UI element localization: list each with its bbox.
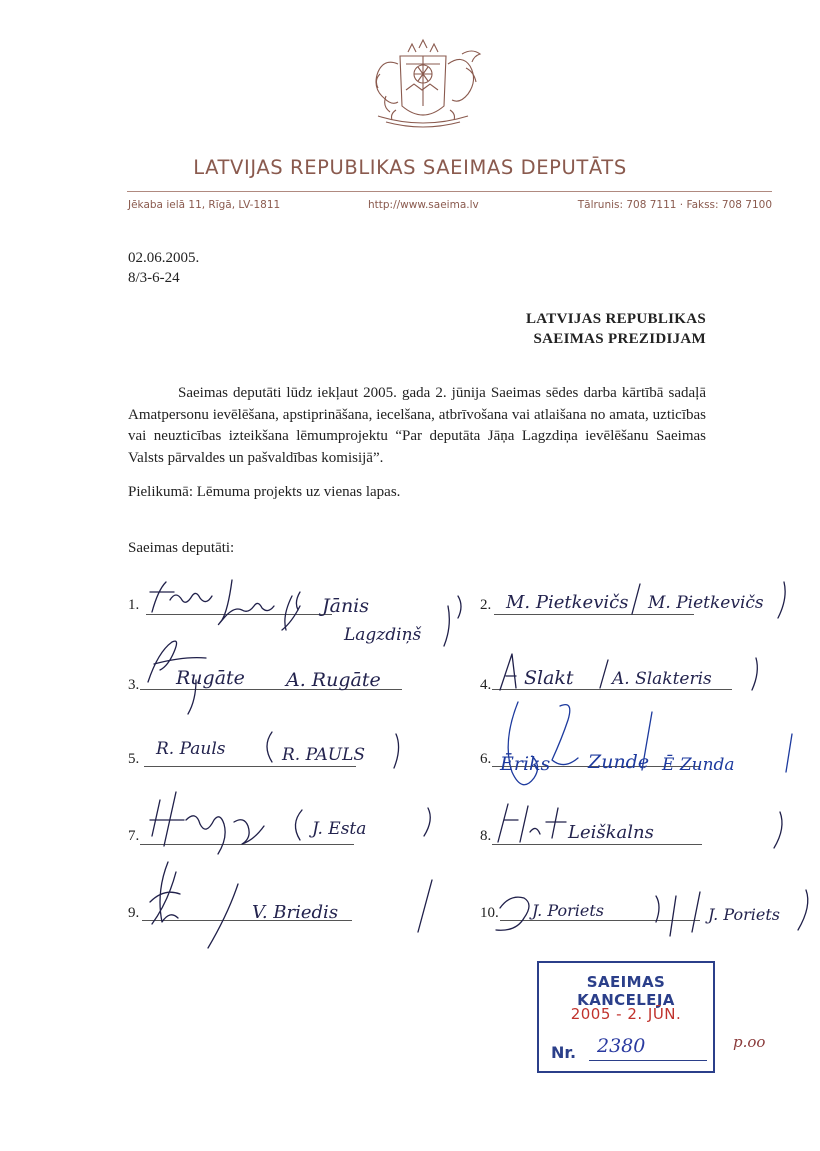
signature-number: 3. xyxy=(128,677,140,693)
svg-text:Lagzdiņš: Lagzdiņš xyxy=(344,625,422,645)
svg-text:A. Slakteris: A. Slakteris xyxy=(612,669,712,689)
letterhead-title: LATVIJAS REPUBLIKAS SAEIMAS DEPUTĀTS xyxy=(193,156,627,179)
signature-number: 2. xyxy=(480,597,492,613)
handwritten-signature xyxy=(150,862,432,948)
handwritten-signature xyxy=(155,732,399,768)
handwritten-signature xyxy=(148,641,381,714)
svg-text:A. Rugāte: A. Rugāte xyxy=(286,669,381,691)
svg-text:V. Briedis: V. Briedis xyxy=(252,902,339,923)
signature-number: 6. xyxy=(480,751,492,767)
svg-text:Leiškalns: Leiškalns xyxy=(568,822,654,843)
document-reference: 8/3-6-24 xyxy=(128,270,180,286)
attachment-note: Pielikumā: Lēmuma projekts uz vienas lapas. xyxy=(128,484,401,500)
stamp-date: 2005 - 2. JŪN. xyxy=(570,1005,682,1023)
signatories-heading: Saeimas deputāti: xyxy=(128,540,235,556)
handwritten-signature xyxy=(500,654,757,690)
handwritten-signature xyxy=(498,804,782,848)
signature-number: 9. xyxy=(128,905,140,921)
svg-text:R. PAULS: R. PAULS xyxy=(282,745,366,765)
handwritten-signature xyxy=(150,580,461,646)
svg-text:Ēriks: Ēriks xyxy=(500,753,551,775)
handwritten-signature xyxy=(496,890,808,936)
margin-note: p.oo xyxy=(733,1033,766,1051)
signature-number: 5. xyxy=(128,751,140,767)
svg-text:Slakt: Slakt xyxy=(524,667,574,689)
letterhead-phones: Tālrunis: 708 7111 · Fakss: 708 7100 xyxy=(577,199,772,211)
handwritten-signature xyxy=(499,702,792,785)
signature-number: 4. xyxy=(480,677,492,693)
svg-text:Ē Zunda: Ē Zunda xyxy=(662,755,735,775)
letterhead-website: http://www.saeima.lv xyxy=(368,199,479,211)
registry-stamp xyxy=(537,961,715,1073)
svg-text:M. Pietkevičs: M. Pietkevičs xyxy=(506,592,629,613)
signature-number: 1. xyxy=(128,597,140,613)
handwritten-signature xyxy=(150,792,430,854)
body-paragraph: Saeimas deputāti lūdz iekļaut 2005. gada 2. jūnija Saeimas sēdes darba kārtībā sadaļā Amatpersonu ievēlēšana, apstiprināšana, iecelšana, atbrīvošana vai atlaišana no amata, uzticības vai neuzticības izteikšana lēmumprojektu “Par deputāta Jāņa Lagzdiņa ievēlēšanu Saeimas Valsts pārvaldes un pašvaldības komisijā”. xyxy=(128,385,706,466)
svg-text:R. Pauls: R. Pauls xyxy=(156,739,226,759)
stamp-number-line xyxy=(589,1060,707,1061)
svg-text:J. Poriets: J. Poriets xyxy=(532,901,604,920)
addressee-line-2: SAEIMAS PREZIDIJAM xyxy=(533,331,706,347)
svg-text:M. Pietkevičs: M. Pietkevičs xyxy=(648,593,764,613)
signature-number: 7. xyxy=(128,828,140,844)
svg-text:Zunde: Zunde xyxy=(588,751,650,773)
svg-text:J. Esta: J. Esta xyxy=(312,819,367,839)
letterhead-address: Jēkaba ielā 11, Rīgā, LV-1811 xyxy=(128,199,281,211)
signature-number: 8. xyxy=(480,828,492,844)
signature-number: 10. xyxy=(480,905,499,921)
document-date: 02.06.2005. xyxy=(128,250,200,266)
stamp-number-label: Nr. xyxy=(551,1043,577,1062)
handwritten-signature xyxy=(505,582,785,618)
svg-text:Rugāte: Rugāte xyxy=(176,667,245,689)
stamp-number-value: 2380 xyxy=(597,1035,646,1057)
addressee-line-1: LATVIJAS REPUBLIKAS xyxy=(525,311,706,327)
svg-text:Jānis: Jānis xyxy=(322,595,370,617)
stamp-title: SAEIMAS KANCELEJA xyxy=(577,973,675,1009)
svg-text:J. Poriets: J. Poriets xyxy=(708,905,780,924)
